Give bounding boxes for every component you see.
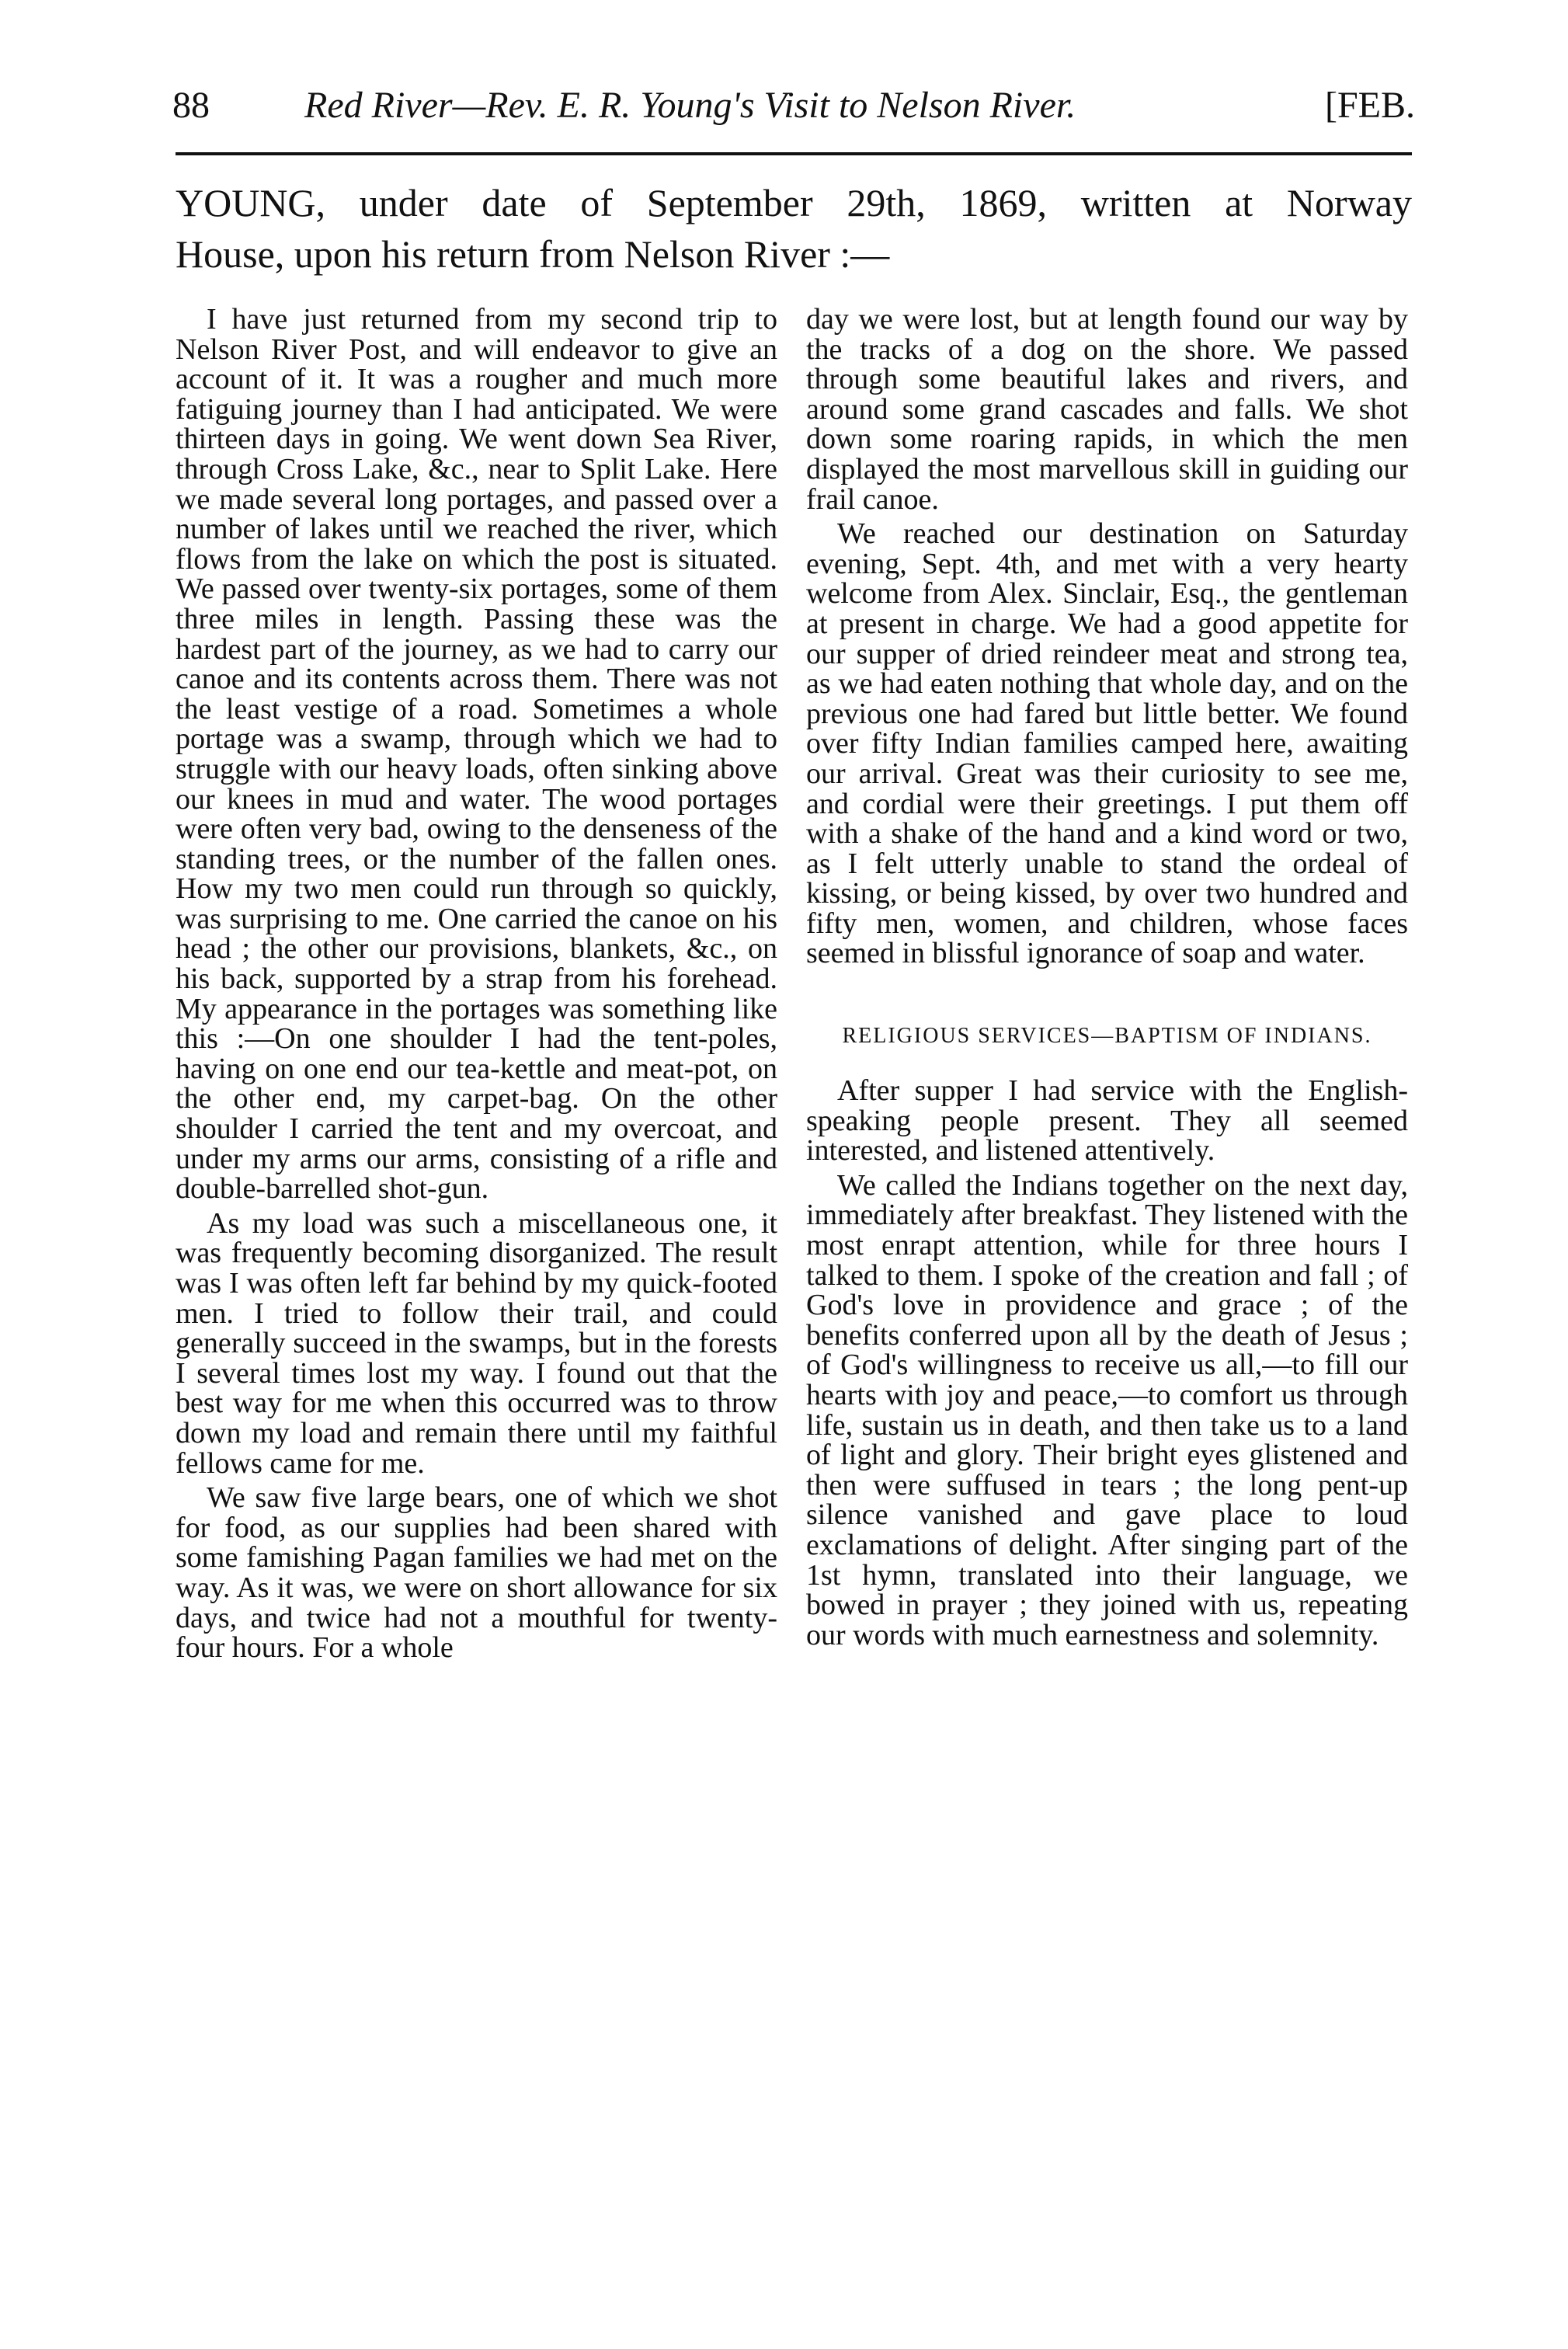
paragraph: We reached our destination on Saturday evening, Sept. 4th, and met with a very hearty welcome from Alex. Sinclair, Esq., the gentleman at present in charge. We had a good appetite for our supper of dried reindeer meat and strong tea, as we had eaten nothing that whole day, and on the previous one had fared but little better. We found over fifty Indian families camped here, awaiting our arrival. Great was their curiosity to see me, and cordial were their greetings. I put them off with a shake of the hand and a kind word or two, as I felt utterly unable to stand the ordeal of kissing, or being kissed, by over two hundred and fifty men, women, and children, whose faces seemed in blissful ignorance of soap and water. [806,517,1408,970]
paragraph: day we were lost, but at length found our way by the tracks of a dog on the shore. We passed through some beautiful lakes and rivers, and around some grand cascades and falls. We shot down some roaring rapids, in which the men displayed the most marvellous skill in guiding our frail canoe. [806,303,1408,516]
intro-line-2: House, upon his return from Nelson River :— [176,232,890,276]
page-number: 88 [172,85,210,126]
section-heading: RELIGIOUS SERVICES—BAPTISM OF INDIANS. [842,1024,1372,1049]
intro-line-1: YOUNG, under date of September 29th, 1869, written at Norway [176,181,1412,224]
paragraph: I have just returned from my second trip to Nelson River Post, and will endeavor to give an account of it. It was a rougher and much more fatiguing journey than I had anticipated. We were thirteen days in going. We went down Sea River, through Cross Lake, &c., near to Split Lake. Here we made several long portages, and passed over a number of lakes until we reached the river, which flows from the lake on which the post is situated. We passed over twenty-six portages, some of them three miles in length. Passing these was the hardest part of the journey, as we had to carry our canoe and its contents across them. There was not the least vestige of a road. Sometimes a whole portage was a swamp, through which we had to struggle with our heavy loads, often sinking above our knees in mud and water. The wood portages were often very bad, owing to the denseness of the standing trees, or the number of the fallen ones. How my two men could run through so quickly, was surprising to me. One carried the canoe on his head ; the other our provisions, blankets, &c., on his back, supported by a strap from his forehead. My appearance in the portages was something like this :—On one shoulder I had the tent-poles, having on one end our tea-kettle and meat-pot, on the other end, my carpet-bag. On the other shoulder I carried the tent and my overcoat, and under my arms our arms, consisting of a rifle and double-barrelled shot-gun. [176,303,777,1206]
right-column [806,304,1408,1650]
running-title: Red River—Rev. E. R. Young's Visit to Nelson River. [304,85,1076,126]
running-header [172,75,1415,137]
header-month-mark: [FEB. [1324,85,1415,126]
left-column [176,304,777,1663]
header-rule [176,152,1412,155]
paragraph: After supper I had service with the English-speaking people present. They all seemed interested, and listened attentively. [806,1074,1408,1168]
paragraph: We saw five large bears, one of which we shot for food, as our supplies had been shared with some famishing Pagan families we had met on the way. As it was, we were on short allowance for six days, and twice had not a mouthful for twenty-four hours. For a whole [176,1481,777,1665]
paragraph: We called the Indians together on the next day, immediately after breakfast. They listened with the most enrapt attention, while for three hours I talked to them. I spoke of the creation and fall ; of God's love in providence and grace ; of the benefits conferred upon all by the death of Jesus ; of God's willingness to receive us all,—to fill our hearts with joy and peace,—to comfort us through life, sustain us in death, and then take us to a land of light and glory. Their bright eyes glistened and then were suffused in tears ; the long pent-up silence vanished and gave place to loud exclamations of delight. After singing part of the 1st hymn, translated into their language, we bowed in prayer ; they joined with us, repeating our words with much earnestness and solemnity. [806,1168,1408,1651]
intro-paragraph [176,177,1412,280]
paragraph: As my load was such a miscellaneous one, it was frequently becoming disorganized. The result was I was often left far behind by my quick-footed men. I tried to follow their trail, and could generally succeed in the swamps, but in the forests I several times lost my way. I found out that the best way for me when this occurred was to throw down my load and remain there until my faithful fellows came for me. [176,1206,777,1480]
